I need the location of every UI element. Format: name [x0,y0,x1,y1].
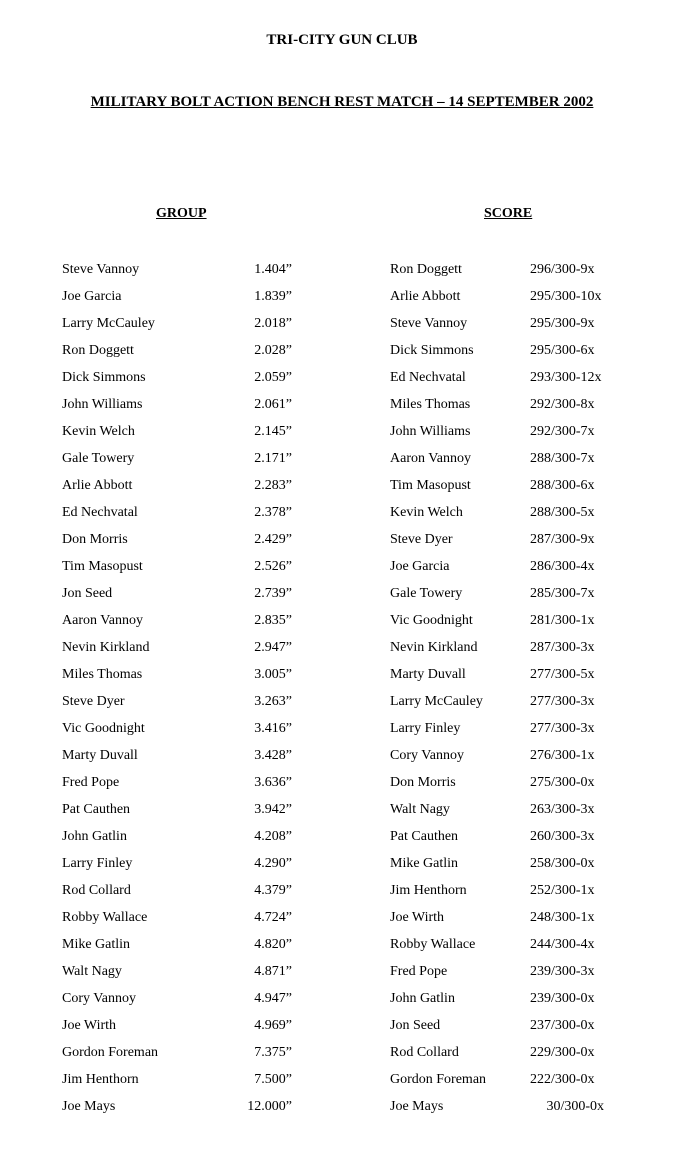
shooter-name: Don Morris [62,532,128,547]
shooter-name: Miles Thomas [390,397,471,412]
shooter-name: Mike Gatlin [62,937,131,952]
score-value: 287/300-9x [530,532,595,547]
score-value: 276/300-1x [530,748,595,763]
club-title: TRI-CITY GUN CLUB [266,32,418,48]
group-row [62,1096,302,1123]
group-row [62,259,302,286]
shooter-name: Pat Cauthen [390,829,459,844]
score-column-heading: SCORE [484,206,533,221]
shooter-name: Cory Vannoy [62,991,137,1006]
group-row [62,340,302,367]
score-row [390,637,620,664]
score-row [390,502,620,529]
shooter-name: Rod Collard [390,1045,459,1060]
score-row [390,340,620,367]
shooter-name: Steve Dyer [390,532,453,547]
shooter-name: Steve Vannoy [62,262,140,277]
group-size-value: 4.379” [254,883,292,898]
score-value: 293/300-12x [530,370,602,385]
score-value: 222/300-0x [530,1072,595,1087]
group-size-value: 2.739” [254,586,292,601]
score-value: 286/300-4x [530,559,595,574]
score-value: 287/300-3x [530,640,595,655]
score-row [390,421,620,448]
score-row [390,448,620,475]
shooter-name: Arlie Abbott [62,478,133,493]
group-column-heading: GROUP [156,206,207,221]
score-row [390,556,620,583]
shooter-name: Tim Masopust [62,559,143,574]
match-title: MILITARY BOLT ACTION BENCH REST MATCH – 14 SEPTEMBER 2002 [90,94,594,110]
group-size-value: 3.428” [254,748,292,763]
shooter-name: Marty Duvall [390,667,466,682]
shooter-name: Ed Nechvatal [390,370,466,385]
shooter-name: Joe Mays [62,1099,116,1114]
group-row [62,826,302,853]
score-row [390,799,620,826]
score-value: 296/300-9x [530,262,595,277]
group-size-value: 7.375” [254,1045,292,1060]
score-row [390,313,620,340]
group-row [62,367,302,394]
score-results-list [390,259,620,1123]
score-value: 237/300-0x [530,1018,595,1033]
shooter-name: Fred Pope [62,775,120,790]
shooter-name: Robby Wallace [390,937,476,952]
score-value: 252/300-1x [530,883,595,898]
group-size-value: 2.283” [254,478,292,493]
score-row [390,583,620,610]
shooter-name: Jim Henthorn [62,1072,139,1087]
group-size-value: 4.820” [254,937,292,952]
group-size-value: 4.290” [254,856,292,871]
group-row [62,475,302,502]
shooter-name: Aaron Vannoy [62,613,144,628]
shooter-name: Steve Dyer [62,694,125,709]
group-size-value: 4.208” [254,829,292,844]
shooter-name: Pat Cauthen [62,802,131,817]
group-size-value: 3.263” [254,694,292,709]
score-row [390,286,620,313]
group-row [62,394,302,421]
group-row [62,799,302,826]
shooter-name: Joe Garcia [62,289,122,304]
group-row [62,1042,302,1069]
shooter-name: Marty Duvall [62,748,138,763]
score-value: 281/300-1x [530,613,595,628]
score-row [390,394,620,421]
score-row [390,691,620,718]
shooter-name: Miles Thomas [62,667,143,682]
shooter-name: Gordon Foreman [62,1045,159,1060]
score-value: 248/300-1x [530,910,595,925]
group-row [62,313,302,340]
group-row [62,907,302,934]
shooter-name: Joe Wirth [390,910,445,925]
group-size-value: 4.724” [254,910,292,925]
group-row [62,772,302,799]
score-value: 295/300-9x [530,316,595,331]
score-row [390,1042,620,1069]
group-row [62,691,302,718]
shooter-name: Kevin Welch [390,505,463,520]
shooter-name: Rod Collard [62,883,131,898]
group-size-value: 12.000” [247,1099,292,1114]
shooter-name: Fred Pope [390,964,448,979]
group-size-value: 2.429” [254,532,292,547]
group-size-value: 2.145” [254,424,292,439]
shooter-name: John Williams [62,397,143,412]
group-row [62,583,302,610]
score-value: 277/300-3x [530,721,595,736]
group-size-value: 2.018” [254,316,292,331]
shooter-name: Tim Masopust [390,478,471,493]
score-value: 277/300-5x [530,667,595,682]
shooter-name: Kevin Welch [62,424,135,439]
score-value: 260/300-3x [530,829,595,844]
group-row [62,664,302,691]
group-size-value: 2.059” [254,370,292,385]
score-value: 288/300-7x [530,451,595,466]
shooter-name: Ed Nechvatal [62,505,138,520]
group-row [62,502,302,529]
group-size-value: 4.947” [254,991,292,1006]
shooter-name: Gale Towery [390,586,463,601]
shooter-name: Walt Nagy [390,802,450,817]
score-value: 292/300-8x [530,397,595,412]
score-row [390,367,620,394]
shooter-name: Gordon Foreman [390,1072,487,1087]
group-size-value: 2.061” [254,397,292,412]
group-row [62,880,302,907]
group-size-value: 3.005” [254,667,292,682]
group-size-value: 2.835” [254,613,292,628]
score-row [390,610,620,637]
shooter-name: Don Morris [390,775,456,790]
score-row [390,907,620,934]
group-row [62,1069,302,1096]
score-row [390,1096,620,1123]
score-value: 258/300-0x [530,856,595,871]
group-row [62,448,302,475]
shooter-name: Jon Seed [62,586,113,601]
group-size-value: 3.416” [254,721,292,736]
score-value: 30/300-0x [546,1099,604,1114]
group-results-list [62,259,302,1123]
group-size-value: 2.171” [254,451,292,466]
shooter-name: John Williams [390,424,471,439]
score-value: 263/300-3x [530,802,595,817]
score-row [390,529,620,556]
group-row [62,718,302,745]
shooter-name: Joe Mays [390,1099,444,1114]
shooter-name: Vic Goodnight [62,721,145,736]
group-row [62,745,302,772]
group-size-value: 2.378” [254,505,292,520]
group-row [62,421,302,448]
score-value: 285/300-7x [530,586,595,601]
group-size-value: 3.942” [254,802,292,817]
shooter-name: Aaron Vannoy [390,451,472,466]
score-value: 295/300-10x [530,289,602,304]
shooter-name: Robby Wallace [62,910,148,925]
group-row [62,961,302,988]
score-row [390,1015,620,1042]
score-row [390,1069,620,1096]
group-row [62,529,302,556]
group-row [62,934,302,961]
group-size-value: 1.839” [254,289,292,304]
group-size-value: 4.871” [254,964,292,979]
shooter-name: Dick Simmons [390,343,474,358]
shooter-name: Larry McCauley [62,316,155,331]
shooter-name: Dick Simmons [62,370,146,385]
shooter-name: Ron Doggett [390,262,462,277]
shooter-name: Mike Gatlin [390,856,459,871]
score-row [390,718,620,745]
shooter-name: John Gatlin [62,829,127,844]
score-value: 292/300-7x [530,424,595,439]
score-row [390,259,620,286]
shooter-name: Joe Wirth [62,1018,117,1033]
shooter-name: Nevin Kirkland [62,640,150,655]
score-row [390,880,620,907]
shooter-name: Larry McCauley [390,694,483,709]
group-size-value: 7.500” [254,1072,292,1087]
group-row [62,988,302,1015]
score-row [390,961,620,988]
score-row [390,772,620,799]
shooter-name: Jim Henthorn [390,883,467,898]
shooter-name: Ron Doggett [62,343,134,358]
shooter-name: Gale Towery [62,451,135,466]
shooter-name: Walt Nagy [62,964,122,979]
group-row [62,637,302,664]
score-row [390,988,620,1015]
shooter-name: Joe Garcia [390,559,450,574]
score-row [390,826,620,853]
score-row [390,664,620,691]
score-row [390,934,620,961]
score-value: 239/300-3x [530,964,595,979]
group-row [62,1015,302,1042]
group-row [62,610,302,637]
score-value: 229/300-0x [530,1045,595,1060]
score-value: 288/300-6x [530,478,595,493]
shooter-name: Vic Goodnight [390,613,473,628]
shooter-name: Nevin Kirkland [390,640,478,655]
shooter-name: Steve Vannoy [390,316,468,331]
shooter-name: John Gatlin [390,991,455,1006]
shooter-name: Arlie Abbott [390,289,461,304]
score-row [390,853,620,880]
group-row [62,556,302,583]
group-row [62,286,302,313]
group-size-value: 2.028” [254,343,292,358]
group-size-value: 4.969” [254,1018,292,1033]
shooter-name: Jon Seed [390,1018,441,1033]
score-value: 244/300-4x [530,937,595,952]
group-size-value: 2.526” [254,559,292,574]
score-value: 275/300-0x [530,775,595,790]
group-size-value: 1.404” [254,262,292,277]
group-size-value: 2.947” [254,640,292,655]
group-row [62,853,302,880]
shooter-name: Larry Finley [390,721,461,736]
shooter-name: Larry Finley [62,856,133,871]
score-row [390,475,620,502]
shooter-name: Cory Vannoy [390,748,465,763]
score-value: 288/300-5x [530,505,595,520]
score-value: 239/300-0x [530,991,595,1006]
score-value: 277/300-3x [530,694,595,709]
score-value: 295/300-6x [530,343,595,358]
group-size-value: 3.636” [254,775,292,790]
score-row [390,745,620,772]
